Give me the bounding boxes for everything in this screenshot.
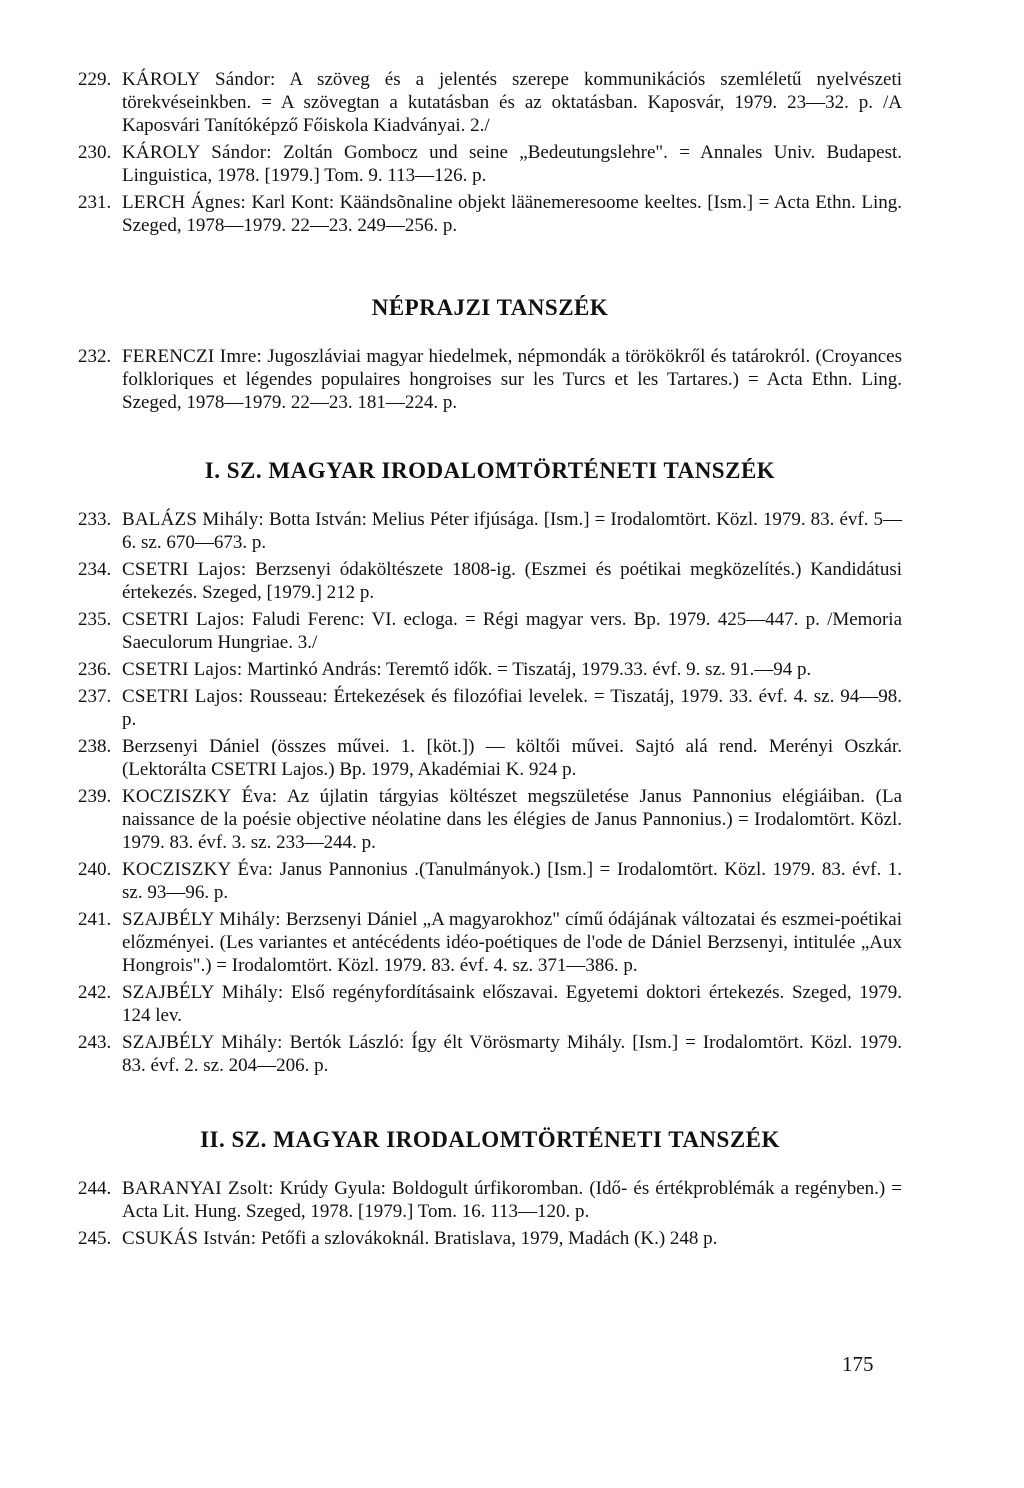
entry-text: Az újlatin tárgyias költészet megszületése Janus Pannonius elégiáiban. (La naissance de la poésie objective néolatine dans les élégies de Janus Pannonius.) = Irodalomtört. Közl. 1979. 83. évf. 3. sz. 233—244. p. (122, 786, 902, 853)
bibliography-entry (78, 558, 902, 604)
entry-text: Janus Pannonius .(Tanulmányok.) [Ism.] = Irodalomtört. Közl. 1979. 83. évf. 1. sz. 93—96. p. (122, 859, 903, 903)
bibliography-entry (78, 508, 902, 554)
bibliography-entry (78, 141, 902, 187)
entry-number: 238. (78, 736, 112, 757)
entry-author: SZAJBÉLY Mihály: (122, 909, 281, 930)
bibliography-page (78, 68, 902, 1254)
entry-author: SZAJBÉLY Mihály: (122, 982, 284, 1003)
entry-text: Berzsenyi ódaköltészete 1808-ig. (Eszmei és poétikai megközelítés.) Kandidátusi értekezés. Szeged, [1979.] 212 p. (122, 559, 903, 603)
section-title-irodalomtorteneti-2: II. SZ. MAGYAR IRODALOMTÖRTÉNETI TANSZÉK (200, 1127, 780, 1152)
bibliography-entry (78, 858, 902, 904)
entry-text: Rousseau: Értekezések és filozófiai levelek. = Tiszatáj, 1979. 33. évf. 4. sz. 94—98. p. (122, 686, 903, 730)
entry-list (78, 508, 902, 1077)
entry-text: Petőfi a szlovákoknál. Bratislava, 1979, Madách (K.) 248 p. (260, 1228, 718, 1249)
entry-author: KOCZISZKY Éva: (122, 786, 278, 807)
entry-text: Berzsenyi Dániel (összes művei. 1. [köt.]) — költői művei. Sajtó alá rend. Merényi Oszkár. (Lektorálta CSETRI Lajos.) Bp. 1979, Akadémiai K. 924 p. (122, 736, 902, 780)
entry-text: Krúdy Gyula: Boldogult úrfikoromban. (Idő- és értékproblémák a regényben.) = Acta Lit. Hung. Szeged, 1978. [1979.] Tom. 16. 113—120. p. (122, 1178, 903, 1222)
bibliography-entry (78, 685, 902, 731)
entry-number: 233. (78, 509, 112, 530)
entry-author: CSETRI Lajos: (122, 659, 243, 680)
entry-text: Faludi Ferenc: VI. ecloga. = Régi magyar vers. Bp. 1979. 425—447. p. /Memoria Saeculorum Hungriae. 3./ (122, 609, 903, 653)
entry-number: 230. (78, 142, 112, 163)
bibliography-entry (78, 981, 902, 1027)
bibliography-entry (78, 785, 902, 854)
bibliography-entry (78, 1031, 902, 1077)
bibliography-entry (78, 908, 902, 977)
page-number: 175 (842, 1352, 874, 1376)
entry-author: CSUKÁS István: (122, 1228, 257, 1249)
bibliography-entry (78, 68, 902, 137)
bibliography-entry (78, 345, 902, 414)
entry-number: 244. (78, 1178, 112, 1199)
entry-number: 236. (78, 659, 112, 680)
section-title-irodalomtorteneti-1: I. SZ. MAGYAR IRODALOMTÖRTÉNETI TANSZÉK (204, 458, 776, 483)
entry-number: 237. (78, 686, 112, 707)
entry-number: 239. (78, 786, 112, 807)
entry-number: 240. (78, 859, 112, 880)
entry-author: KOCZISZKY Éva: (122, 859, 274, 880)
entry-author: BALÁZS Mihály: (122, 509, 264, 530)
entry-number: 234. (78, 559, 112, 580)
entry-author: BARANYAI Zsolt: (122, 1178, 274, 1199)
entry-text: Zoltán Gombocz und seine „Bedeutungslehre". = Annales Univ. Budapest. Linguistica, 1978. [1979.] Tom. 9. 113—126. p. (122, 142, 903, 186)
entry-number: 229. (78, 69, 112, 90)
entry-number: 245. (78, 1228, 112, 1249)
entry-author: CSETRI Lajos: (122, 609, 245, 630)
entry-author: LERCH Ágnes: (122, 192, 247, 213)
bibliography-entry (78, 1177, 902, 1223)
bibliography-entry (78, 608, 902, 654)
entry-author: CSETRI Lajos: (122, 686, 244, 707)
bibliography-entry (78, 191, 902, 237)
entry-list (78, 1177, 902, 1250)
entry-number: 231. (78, 192, 112, 213)
section-title-neprajzi: NÉPRAJZI TANSZÉK (371, 295, 609, 320)
entry-number: 232. (78, 346, 112, 367)
entry-number: 243. (78, 1032, 112, 1053)
bibliography-entry (78, 735, 902, 781)
bibliography-entry (78, 1227, 902, 1250)
entry-list (78, 68, 902, 237)
entry-text: Botta István: Melius Péter ifjúsága. [Ism.] = Irodalomtört. Közl. 1979. 83. évf. 5—6. sz. 670—673. p. (122, 509, 903, 553)
entry-text: Jugoszláviai magyar hiedelmek, népmondák a törökökről és tatárokról. (Croyances folkloriques et légendes populaires hongroises sur les Turcs et les Tartares.) = Acta Ethn. Ling. Szeged, 1978—1979. 22—23. 181—224. p. (122, 346, 903, 413)
entry-text: Bertók László: Így élt Vörösmarty Mihály. [Ism.] = Irodalomtört. Közl. 1979. 83. évf. 2. sz. 204—206. p. (122, 1032, 903, 1076)
entry-list (78, 345, 902, 414)
entry-text: Martinkó András: Teremtő idők. = Tiszatáj, 1979.33. évf. 9. sz. 91.—94 p. (247, 659, 812, 680)
entry-text: Karl Kont: Käändsõnaline objekt läänemeresoome keeltes. [Ism.] = Acta Ethn. Ling. Szeged, 1978—1979. 22—23. 249—256. p. (122, 192, 902, 236)
entry-text: Első regényfordításaink előszavai. Egyetemi doktori értekezés. Szeged, 1979. 124 lev. (122, 982, 903, 1026)
entry-author: SZAJBÉLY Mihály: (122, 1032, 283, 1053)
entry-text: A szöveg és a jelentés szerepe kommunikációs szemléletű nyelvészeti törekvéseinkben. = A szövegtan a kutatásban és az oktatásban. Kaposvár, 1979. 23—32. p. /A Kaposvári Tanítóképző Főiskola Kiadványai. 2./ (122, 69, 902, 136)
bibliography-entry (78, 658, 902, 681)
entry-number: 235. (78, 609, 112, 630)
entry-author: KÁROLY Sándor: (122, 142, 272, 163)
entry-number: 241. (78, 909, 112, 930)
entry-author: KÁROLY Sándor: (122, 69, 276, 90)
entry-author: CSETRI Lajos: (122, 559, 247, 580)
entry-number: 242. (78, 982, 112, 1003)
entry-author: FERENCZI Imre: (122, 346, 262, 367)
entry-text: Berzsenyi Dániel „A magyarokhoz" című ódájának változatai és eszmei-poétikai előzményei. (Les variantes et antécédents idéo-poétiques de l'ode de Dániel Berzsenyi, intitulée „Aux Hongrois".) = Irodalomtört. Közl. 1979. 83. évf. 4. sz. 371—386. p. (122, 909, 902, 976)
